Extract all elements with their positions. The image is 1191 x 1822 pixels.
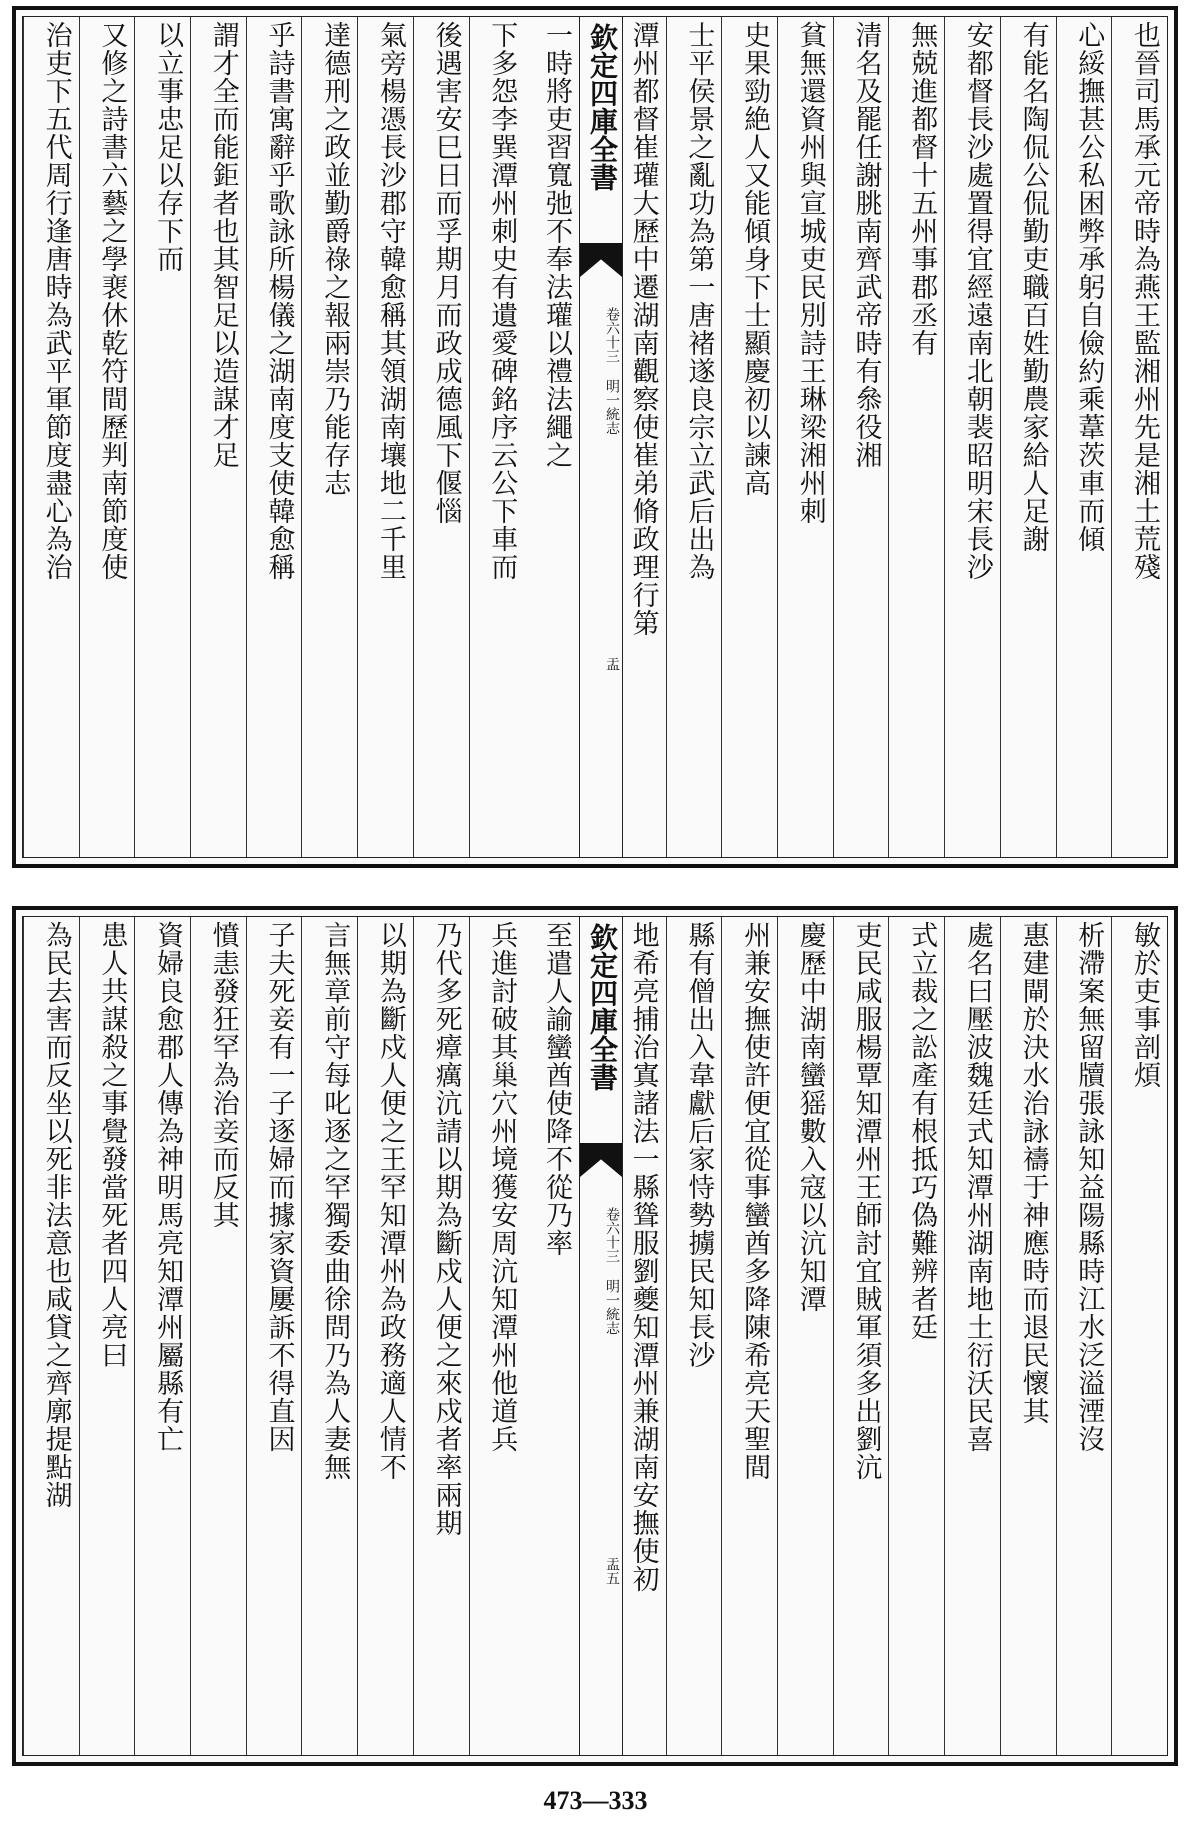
text-column: 處名曰壓波魏廷式知潭州湖南地土衍沃民喜 (944, 917, 1000, 1755)
text-column: 地希亮捕治寘諸法一縣聳服劉夔知潭州兼湖南安撫使初 (627, 921, 659, 1593)
text-column: 患人共謀殺之事覺發當死者四人亮曰 (79, 917, 135, 1755)
text-column: 潭州都督崔瓘大歷中遷湖南觀察使崔弟脩政理行第 (627, 21, 659, 637)
text-column: 貧無還資州與宣城吏民別詩王琳梁湘州刺 (777, 17, 833, 857)
page-bottom-spine (579, 917, 623, 1755)
spine-page-number: 盂五 (604, 1557, 620, 1585)
text-column: 乎詩書寓辭乎歌詠所楊儀之湖南度支使韓愈稱 (246, 17, 302, 857)
fishtail-mark-icon (580, 1143, 622, 1183)
text-column: 言無章前守每叱逐之罕獨委曲徐問乃為人妻無 (301, 917, 357, 1755)
text-column: 又修之詩書六藝之學裵休乾符間歷判南節度使 (79, 17, 135, 857)
text-column: 安都督長沙處置得宜經遠南北朝裴昭明宋長沙 (944, 17, 1000, 857)
page-top-left-half (23, 17, 579, 857)
spine-page-number: 盂 (604, 657, 620, 671)
text-column: 為民去害而反坐以死非法意也咸貸之齊廓提點湖 (23, 917, 79, 1755)
text-column: 資婦良愈郡人傳為神明馬亮知潭州屬縣有亡 (134, 917, 190, 1755)
text-column: 氣旁楊憑長沙郡守韓愈稱其領湖南壤地二千里 (357, 17, 413, 857)
text-column: 縣有僧出入韋獻后家恃勢擄民知長沙 (666, 917, 722, 1755)
text-column: 心綏撫甚公私困弊承躬自儉約乘葦茨車而傾 (1056, 17, 1112, 857)
text-column: 達德刑之政並勤爵祿之報兩崇乃能存志 (301, 17, 357, 857)
page-top-frame (22, 16, 1168, 858)
text-column: 一時將吏習寬弛不奉法瓘以禮法繩之 (541, 21, 572, 469)
page-bottom-left-half (23, 917, 579, 1755)
page-bottom-frame (22, 916, 1168, 1756)
text-column: 士平侯景之亂功為第一唐褚遂良宗立武后出為 (666, 17, 722, 857)
text-column: 慶歷中湖南蠻猺數入寇以沆知潭 (777, 917, 833, 1755)
text-column: 史果勁絶人又能傾身下士顯慶初以諫高 (721, 17, 777, 857)
text-column: 清名及罷任謝朓南齊武帝時有叅役湘 (833, 17, 889, 857)
spine-title: 欽定四庫全書 (586, 23, 619, 191)
text-column: 以立事忠足以存下而 (134, 17, 190, 857)
page-top (12, 6, 1178, 868)
text-column: 惠建閘於決水治詠禱于神應時而退民懷其 (1000, 917, 1056, 1755)
text-column: 式立裁之訟產有根抵巧偽難辨者廷 (888, 917, 944, 1755)
text-column: 吏民咸服楊覃知潭州王師討宜賊軍須多出劉沆 (833, 917, 889, 1755)
text-column: 州兼安撫使許便宜從事蠻酋多降陳希亮天聖間 (721, 917, 777, 1755)
text-column: 至遣人諭蠻酋使降不從乃率 (541, 921, 572, 1257)
page-bottom-right-half (611, 917, 1167, 1755)
text-column: 憤恚發狂罕為治妾而反其 (190, 917, 246, 1755)
text-column: 有能名陶侃公侃勤吏職百姓勤農家給人足謝 (1000, 17, 1056, 857)
page-top-right-half (611, 17, 1167, 857)
text-column: 兵進討破其巢穴州境獲安周沆知潭州他道兵 (469, 917, 525, 1755)
text-column: 也晉司馬承元帝時為燕王監湘州先是湘土荒殘 (1111, 17, 1167, 857)
text-column: 治吏下五代周行逢唐時為武平軍節度盡心為治 (23, 17, 79, 857)
page-bottom (12, 906, 1178, 1766)
text-column: 乃代多死瘴癘沆請以期為斷戍人便之來戍者率兩期 (413, 917, 469, 1755)
page-top-spine (579, 17, 623, 857)
text-column: 子夫死妾有一子逐婦而據家資屢訴不得直因 (246, 917, 302, 1755)
text-column: 無兢進都督十五州事郡丞有 (888, 17, 944, 857)
text-column: 析滯案無留牘張詠知益陽縣時江水泛溢湮沒 (1056, 917, 1112, 1755)
text-column: 後遇害安巳日而孚期月而政成德風下偃惱 (413, 17, 469, 857)
text-column: 以期為斷戍人便之王罕知潭州為政務適人情不 (357, 917, 413, 1755)
page-footer-number: 473—333 (543, 1786, 648, 1815)
fishtail-mark-icon (580, 243, 622, 283)
spine-volume: 卷六十三 明一統志 (604, 1207, 620, 1335)
text-column: 謂才全而能鉅者也其智足以造謀才足 (190, 17, 246, 857)
spine-title: 欽定四庫全書 (586, 923, 619, 1091)
text-column: 下多怨李巽潭州刺史有遺愛碑銘序云公下車而 (469, 17, 525, 857)
text-column: 敏於吏事剖煩 (1111, 917, 1167, 1755)
spine-volume: 卷六十三 明一統志 (604, 307, 620, 435)
